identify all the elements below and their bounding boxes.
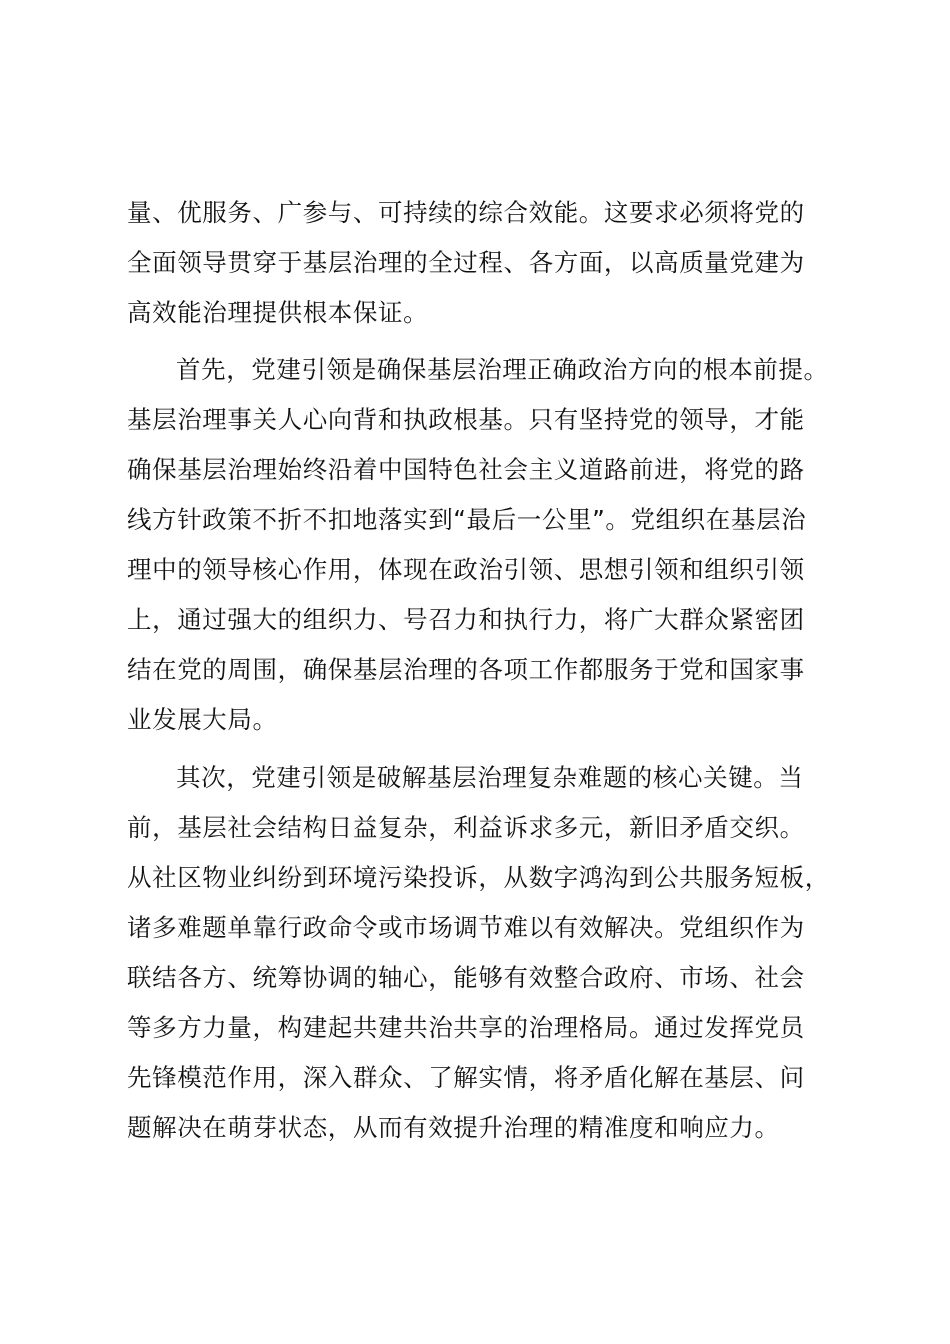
text-line: 等多方力量，构建起共建共治共享的治理格局。通过发挥党员 [127,1013,805,1042]
text-line: 线方针政策不折不扣地落实到“最后一公里”。党组织在基层治 [127,505,807,534]
text-line: 高效能治理提供根本保证。 [127,298,429,327]
text-line: 基层治理事关人心向背和执政根基。只有坚持党的领导，才能 [127,405,805,434]
text-line: 业发展大局。 [127,705,278,734]
text-line: 诸多难题单靠行政命令或市场调节难以有效解决。党组织作为 [127,913,805,942]
text-line: 结在党的周围，确保基层治理的各项工作都服务于党和国家事 [127,655,805,684]
text-line: 前，基层社会结构日益复杂，利益诉求多元，新旧矛盾交织。 [127,813,805,842]
text-line: 全面领导贯穿于基层治理的全过程、各方面，以高质量党建为 [127,248,805,277]
text-line: 联结各方、统筹协调的轴心，能够有效整合政府、市场、社会 [127,963,805,992]
text-line: 确保基层治理始终沿着中国特色社会主义道路前进，将党的路 [127,455,805,484]
text-line: 上，通过强大的组织力、号召力和执行力，将广大群众紧密团 [127,605,805,634]
text-line: 首先，党建引领是确保基层治理正确政治方向的根本前提。 [176,355,829,384]
text-line: 量、优服务、广参与、可持续的综合效能。这要求必须将党的 [127,198,805,227]
text-line: 题解决在萌芽状态，从而有效提升治理的精准度和响应力。 [127,1113,780,1142]
text-line: 从社区物业纠纷到环境污染投诉，从数字鸿沟到公共服务短板， [127,863,830,892]
text-line: 先锋模范作用，深入群众、了解实情，将矛盾化解在基层、问 [127,1063,805,1092]
text-line: 其次，党建引领是破解基层治理复杂难题的核心关键。当 [176,763,804,792]
text-line: 理中的领导核心作用，体现在政治引领、思想引领和组织引领 [127,555,805,584]
